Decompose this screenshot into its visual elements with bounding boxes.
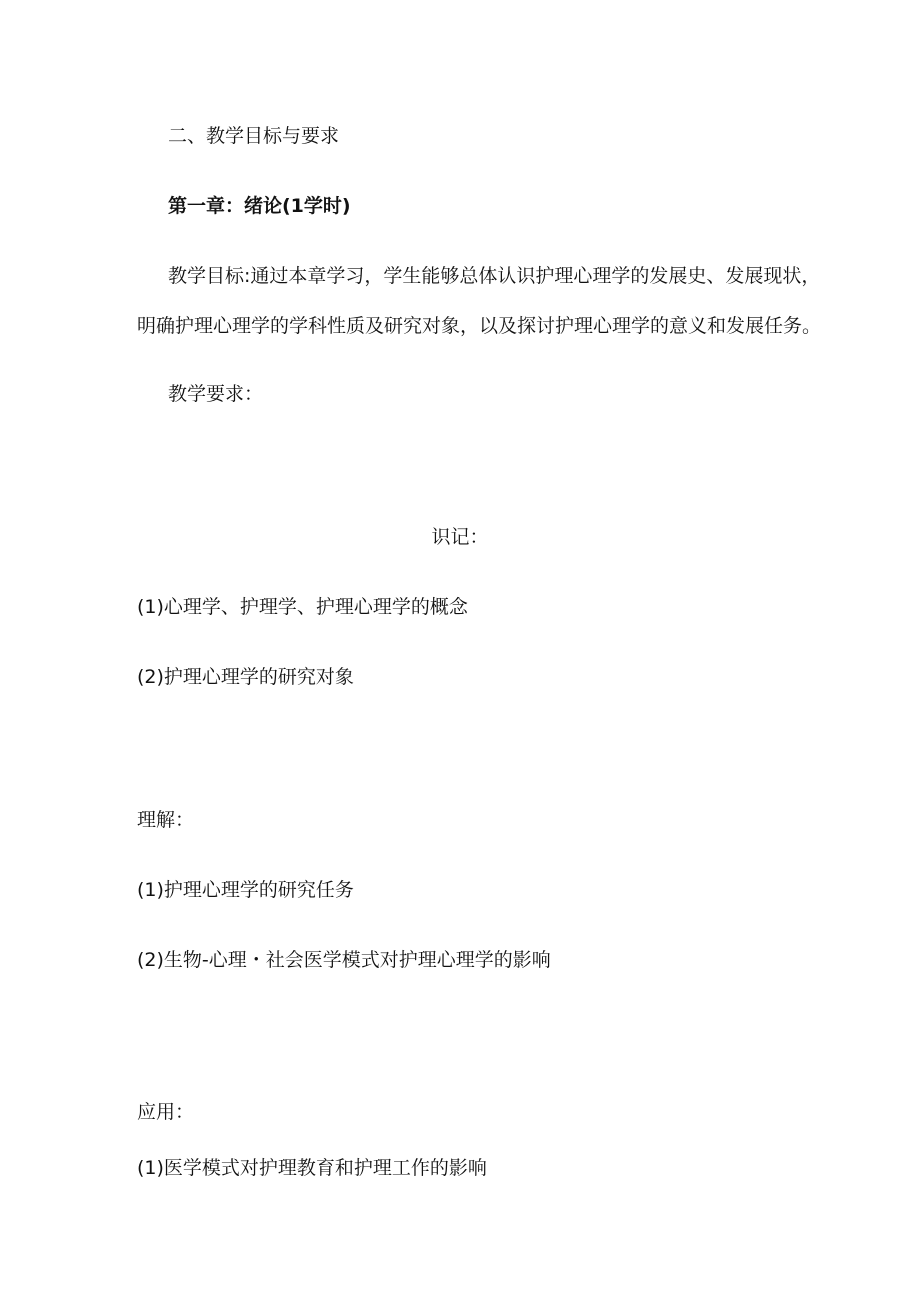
apply-label: 应用： bbox=[137, 1101, 195, 1123]
objective-line-1: 教学目标:通过本章学习，学生能够总体认识护理心理学的发展史、发展现状， bbox=[168, 265, 821, 287]
understand-label: 理解： bbox=[137, 809, 195, 831]
requirements-label: 教学要求： bbox=[168, 383, 264, 405]
memorize-label: 识记： bbox=[431, 526, 489, 548]
memorize-item-2: (2)护理心理学的研究对象 bbox=[137, 666, 354, 688]
understand-item-1: (1)护理心理学的研究任务 bbox=[137, 879, 354, 901]
section-heading: 二、教学目标与要求 bbox=[168, 125, 340, 147]
memorize-item-1: (1)心理学、护理学、护理心理学的概念 bbox=[137, 596, 468, 618]
apply-item-1: (1)医学模式对护理教育和护理工作的影响 bbox=[137, 1157, 487, 1179]
objective-line-2: 明确护理心理学的学科性质及研究对象，以及探讨护理心理学的意义和发展任务。 bbox=[137, 315, 822, 337]
understand-item-2: (2)生物-心理・社会医学模式对护理心理学的影响 bbox=[137, 949, 551, 971]
chapter-title: 第一章：绪论(1学时) bbox=[168, 195, 351, 217]
